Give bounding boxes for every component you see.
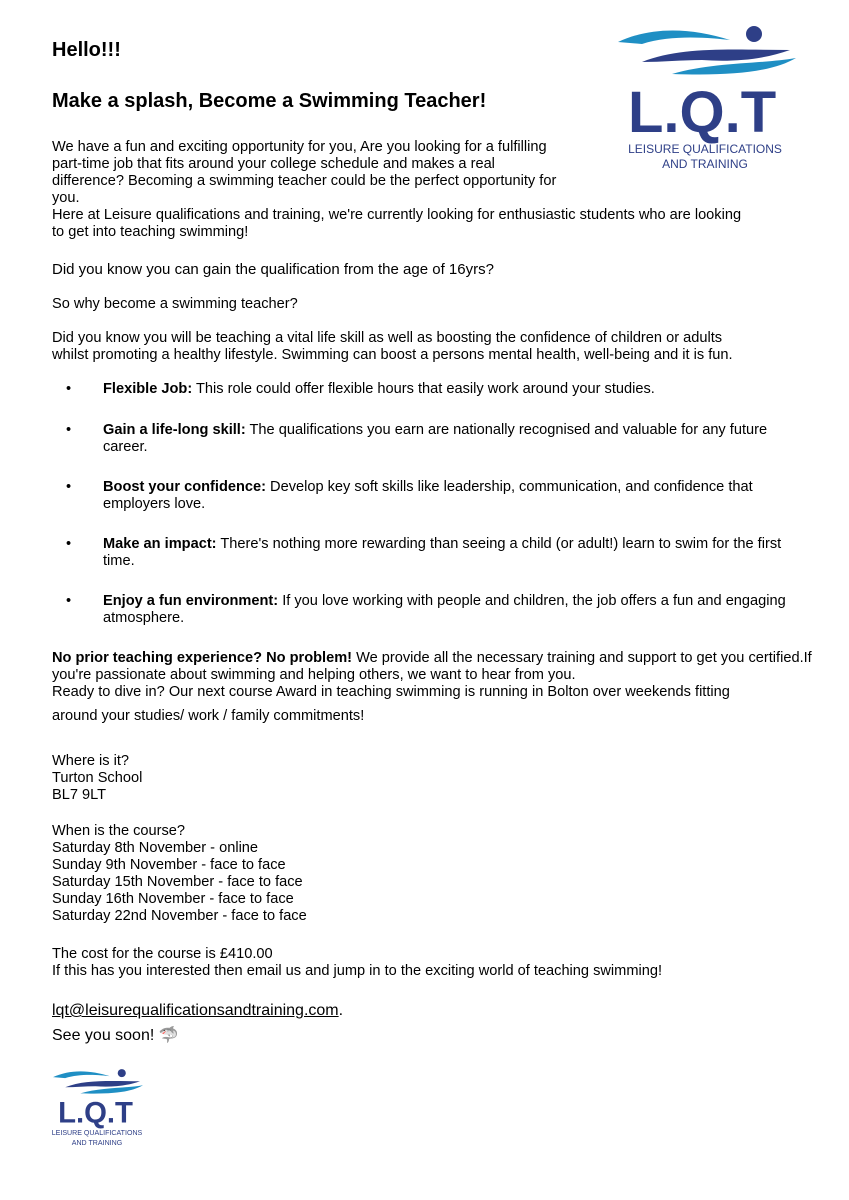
dive-in-line-1: Ready to dive in? Our next course Award in teaching swimming is running in Bolton over weekends fitting — [52, 684, 730, 700]
logo-letters: L.Q.T — [628, 80, 777, 145]
recruit-line-1: Here at Leisure qualifications and training, we're currently looking for enthusiastic students who are looking — [52, 207, 742, 223]
no-experience-paragraph — [52, 650, 812, 684]
schedule-date: Sunday 16th November - face to face — [52, 891, 294, 907]
swimmer-wave-icon — [50, 1066, 144, 1150]
vital-skill-line-1: Did you know you will be teaching a vital life skill as well as boosting the confidence of children or adults — [52, 330, 723, 346]
bullet-dot: • — [66, 479, 72, 495]
schedule-date: Saturday 8th November - online — [52, 840, 259, 856]
bullet-title: Enjoy a fun environment: — [103, 593, 279, 609]
swimmer-wave-icon — [612, 20, 798, 170]
bullet-body: Develop key soft skills like leadership, communication, and confidence that employers love. — [103, 479, 753, 512]
logo-line2: AND TRAINING — [662, 157, 748, 170]
intro-line-2: part-time job that fits around your college schedule and makes a real — [52, 156, 495, 172]
page-title: Make a splash, Become a Swimming Teacher! — [52, 90, 487, 112]
logo-line1: LEISURE QUALIFICATIONS — [628, 142, 782, 156]
vital-skill-line-2: whilst promoting a healthy lifestyle. Swimming can boost a persons mental health, well-being and it is fun. — [52, 347, 733, 363]
vital-skill-paragraph — [52, 330, 812, 364]
lqt-logo-footer — [50, 1066, 144, 1150]
bullet-title: Flexible Job: — [103, 381, 193, 397]
location-venue: Turton School — [52, 770, 143, 786]
bullet-body: This role could offer flexible hours that easily work around your studies. — [192, 381, 655, 397]
bullet-item-flexible-job — [103, 381, 793, 398]
bullet-body: If you love working with people and children, the job offers a fun and engaging atmosphere. — [103, 593, 786, 626]
bullet-item-fun-environment — [103, 593, 793, 627]
interest-text: If this has you interested then email us and jump in to the exciting world of teaching swimming! — [52, 963, 663, 979]
dive-in-line-2: around your studies/ work / family commitments! — [52, 708, 365, 724]
intro-line-3: difference? Becoming a swimming teacher could be the perfect opportunity for — [52, 173, 557, 189]
bullet-body: There's nothing more rewarding than seeing a child (or adult!) learn to swim for the first time. — [103, 536, 782, 569]
bullet-dot: • — [66, 381, 72, 397]
recruit-line-2: to get into teaching swimming! — [52, 224, 249, 240]
bullet-dot: • — [66, 422, 72, 438]
location-question: Where is it? — [52, 753, 130, 769]
greeting: Hello!!! — [52, 39, 121, 61]
bullet-dot: • — [66, 593, 72, 609]
logo-letters: L.Q.T — [58, 1096, 133, 1130]
lqt-logo — [612, 20, 798, 170]
schedule-block — [52, 823, 307, 925]
schedule-question: When is the course? — [52, 823, 186, 839]
signoff: See you soon! 🦈 — [52, 1027, 179, 1044]
schedule-date: Saturday 15th November - face to face — [52, 874, 303, 890]
email-link[interactable]: lqt@leisurequalificationsandtraining.com — [52, 1002, 339, 1019]
cost-text: The cost for the course is £410.00 — [52, 946, 273, 962]
cost-block — [52, 946, 812, 980]
schedule-date: Saturday 22nd November - face to face — [52, 908, 307, 924]
bullet-dot: • — [66, 536, 72, 552]
bullet-item-life-long-skill — [103, 422, 793, 456]
intro-line-4: you. — [52, 190, 80, 206]
no-experience-bold: No prior teaching experience? No problem! — [52, 650, 353, 666]
intro-paragraph — [52, 139, 612, 207]
bullet-item-boost-confidence — [103, 479, 793, 513]
bullet-title: Gain a life-long skill: — [103, 422, 246, 438]
logo-line1: LEISURE QUALIFICATIONS — [51, 1129, 143, 1137]
age-question: Did you know you can gain the qualification from the age of 16yrs? — [52, 261, 494, 278]
recruit-paragraph — [52, 207, 812, 241]
bullet-item-make-impact — [103, 536, 793, 570]
location-postcode: BL7 9LT — [52, 787, 107, 803]
no-experience-rest: We provide all the necessary training and support to get you certified.If you're passionate about swimming and helping others, we want to hear from you. — [52, 650, 812, 683]
why-question: So why become a swimming teacher? — [52, 296, 298, 312]
email-suffix: . — [338, 1002, 344, 1019]
bullet-title: Make an impact: — [103, 536, 217, 552]
bullet-body: The qualifications you earn are nationally recognised and valuable for any future career. — [103, 422, 768, 455]
intro-line-1: We have a fun and exciting opportunity for you, Are you looking for a fulfilling — [52, 139, 547, 155]
logo-line2: AND TRAINING — [71, 1139, 123, 1147]
schedule-date: Sunday 9th November - face to face — [52, 857, 286, 873]
bullet-title: Boost your confidence: — [103, 479, 266, 495]
location-block — [52, 753, 142, 804]
email-line — [52, 1001, 343, 1020]
